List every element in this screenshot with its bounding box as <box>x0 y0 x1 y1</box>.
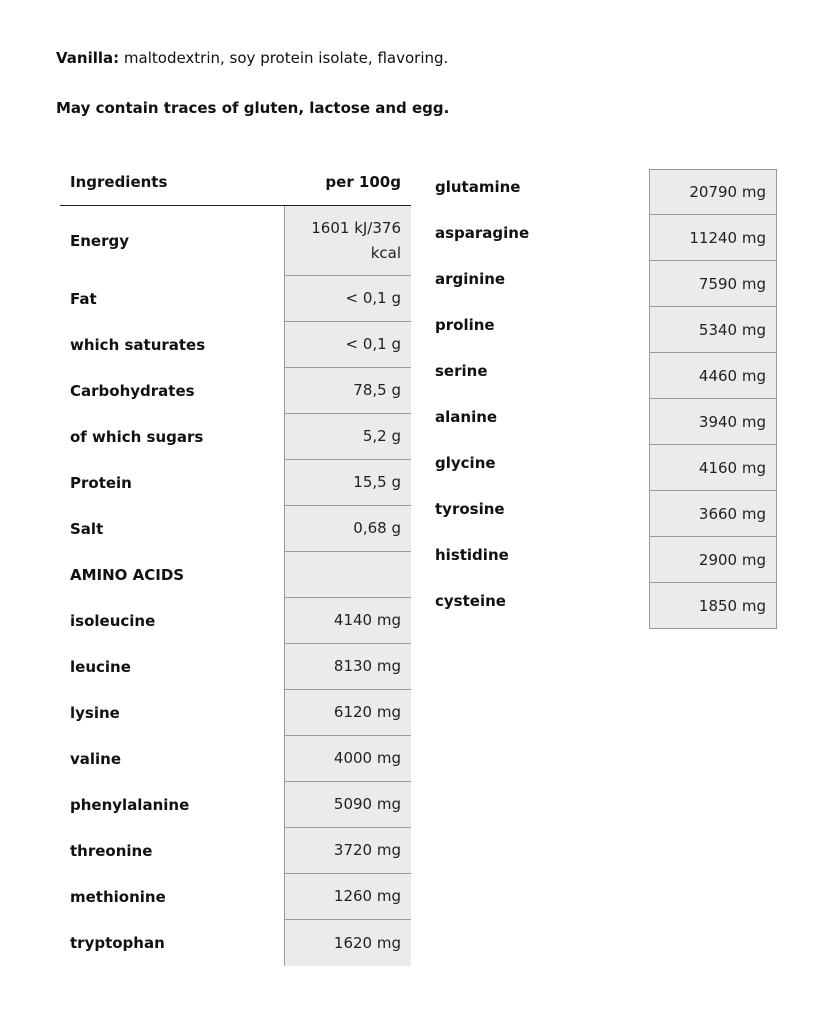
table-row <box>60 414 411 460</box>
row-label: which saturates <box>70 336 206 354</box>
row-label: tyrosine <box>435 500 505 518</box>
row-value: < 0,1 g <box>284 276 411 322</box>
table-row <box>60 276 411 322</box>
row-value: 3660 mg <box>649 491 777 537</box>
row-label: tryptophan <box>70 934 165 952</box>
table-row <box>60 644 411 690</box>
row-value: < 0,1 g <box>284 322 411 368</box>
row-value: 2900 mg <box>649 537 777 583</box>
row-value: 8130 mg <box>284 644 411 690</box>
row-value: 11240 mg <box>649 215 777 261</box>
table-row <box>60 552 411 598</box>
row-value: 0,68 g <box>284 506 411 552</box>
table-row <box>60 206 411 276</box>
table-row <box>60 874 411 920</box>
row-label: histidine <box>435 546 509 564</box>
row-label: proline <box>435 316 495 334</box>
row-label: lysine <box>70 704 120 722</box>
table-row <box>425 307 777 353</box>
allergen-notice: May contain traces of gluten, lactose and egg. <box>56 99 450 117</box>
table-row <box>60 598 411 644</box>
row-label: threonine <box>70 842 153 860</box>
flavor-ingredient-list: maltodextrin, soy protein isolate, flavoring. <box>119 49 449 67</box>
row-label: of which sugars <box>70 428 204 446</box>
table-row <box>425 215 777 261</box>
nutrition-table <box>60 159 411 966</box>
row-value: 3940 mg <box>649 399 777 445</box>
table-row <box>60 506 411 552</box>
row-label: Carbohydrates <box>70 382 195 400</box>
row-value: 3720 mg <box>284 828 411 874</box>
row-label: isoleucine <box>70 612 156 630</box>
row-value: 1601 kJ/376 kcal <box>284 206 411 276</box>
row-label: Fat <box>70 290 97 308</box>
table-row <box>425 537 777 583</box>
row-label: serine <box>435 362 488 380</box>
row-label: Salt <box>70 520 104 538</box>
table-row <box>60 920 411 966</box>
row-value: 5340 mg <box>649 307 777 353</box>
row-label: asparagine <box>435 224 530 242</box>
table-row <box>60 782 411 828</box>
table-header <box>60 159 411 206</box>
table-row <box>425 169 777 215</box>
row-label: arginine <box>435 270 506 288</box>
row-value: 4160 mg <box>649 445 777 491</box>
row-value: 78,5 g <box>284 368 411 414</box>
row-label: methionine <box>70 888 166 906</box>
table-row <box>425 491 777 537</box>
row-value: 4000 mg <box>284 736 411 782</box>
row-value: 1850 mg <box>649 583 777 629</box>
row-value: 4140 mg <box>284 598 411 644</box>
header-per-100g: per 100g <box>325 173 401 191</box>
table-row <box>425 399 777 445</box>
table-row <box>60 460 411 506</box>
row-label: Energy <box>70 232 130 250</box>
header-ingredients: Ingredients <box>70 173 168 191</box>
row-label: glycine <box>435 454 496 472</box>
table-row <box>425 261 777 307</box>
flavor-label: Vanilla: <box>56 49 120 67</box>
row-value: 7590 mg <box>649 261 777 307</box>
row-value <box>284 552 411 598</box>
table-row <box>60 322 411 368</box>
row-value: 1260 mg <box>284 874 411 920</box>
table-row <box>60 828 411 874</box>
flavor-ingredients <box>56 48 448 68</box>
table-row <box>60 690 411 736</box>
row-value: 1620 mg <box>284 920 411 966</box>
row-value: 6120 mg <box>284 690 411 736</box>
row-label: valine <box>70 750 122 768</box>
table-row <box>425 445 777 491</box>
row-value: 4460 mg <box>649 353 777 399</box>
table-row <box>425 583 777 629</box>
row-value: 5090 mg <box>284 782 411 828</box>
row-label: glutamine <box>435 178 521 196</box>
row-label: phenylalanine <box>70 796 190 814</box>
row-value: 15,5 g <box>284 460 411 506</box>
row-label: cysteine <box>435 592 506 610</box>
row-label: Protein <box>70 474 132 492</box>
row-value: 5,2 g <box>284 414 411 460</box>
row-value: 20790 mg <box>649 169 777 215</box>
table-row <box>60 368 411 414</box>
row-label: leucine <box>70 658 131 676</box>
table-row <box>60 736 411 782</box>
amino-acid-table <box>425 169 777 629</box>
table-row <box>425 353 777 399</box>
row-label: alanine <box>435 408 498 426</box>
section-heading-amino-acids: AMINO ACIDS <box>70 566 185 584</box>
